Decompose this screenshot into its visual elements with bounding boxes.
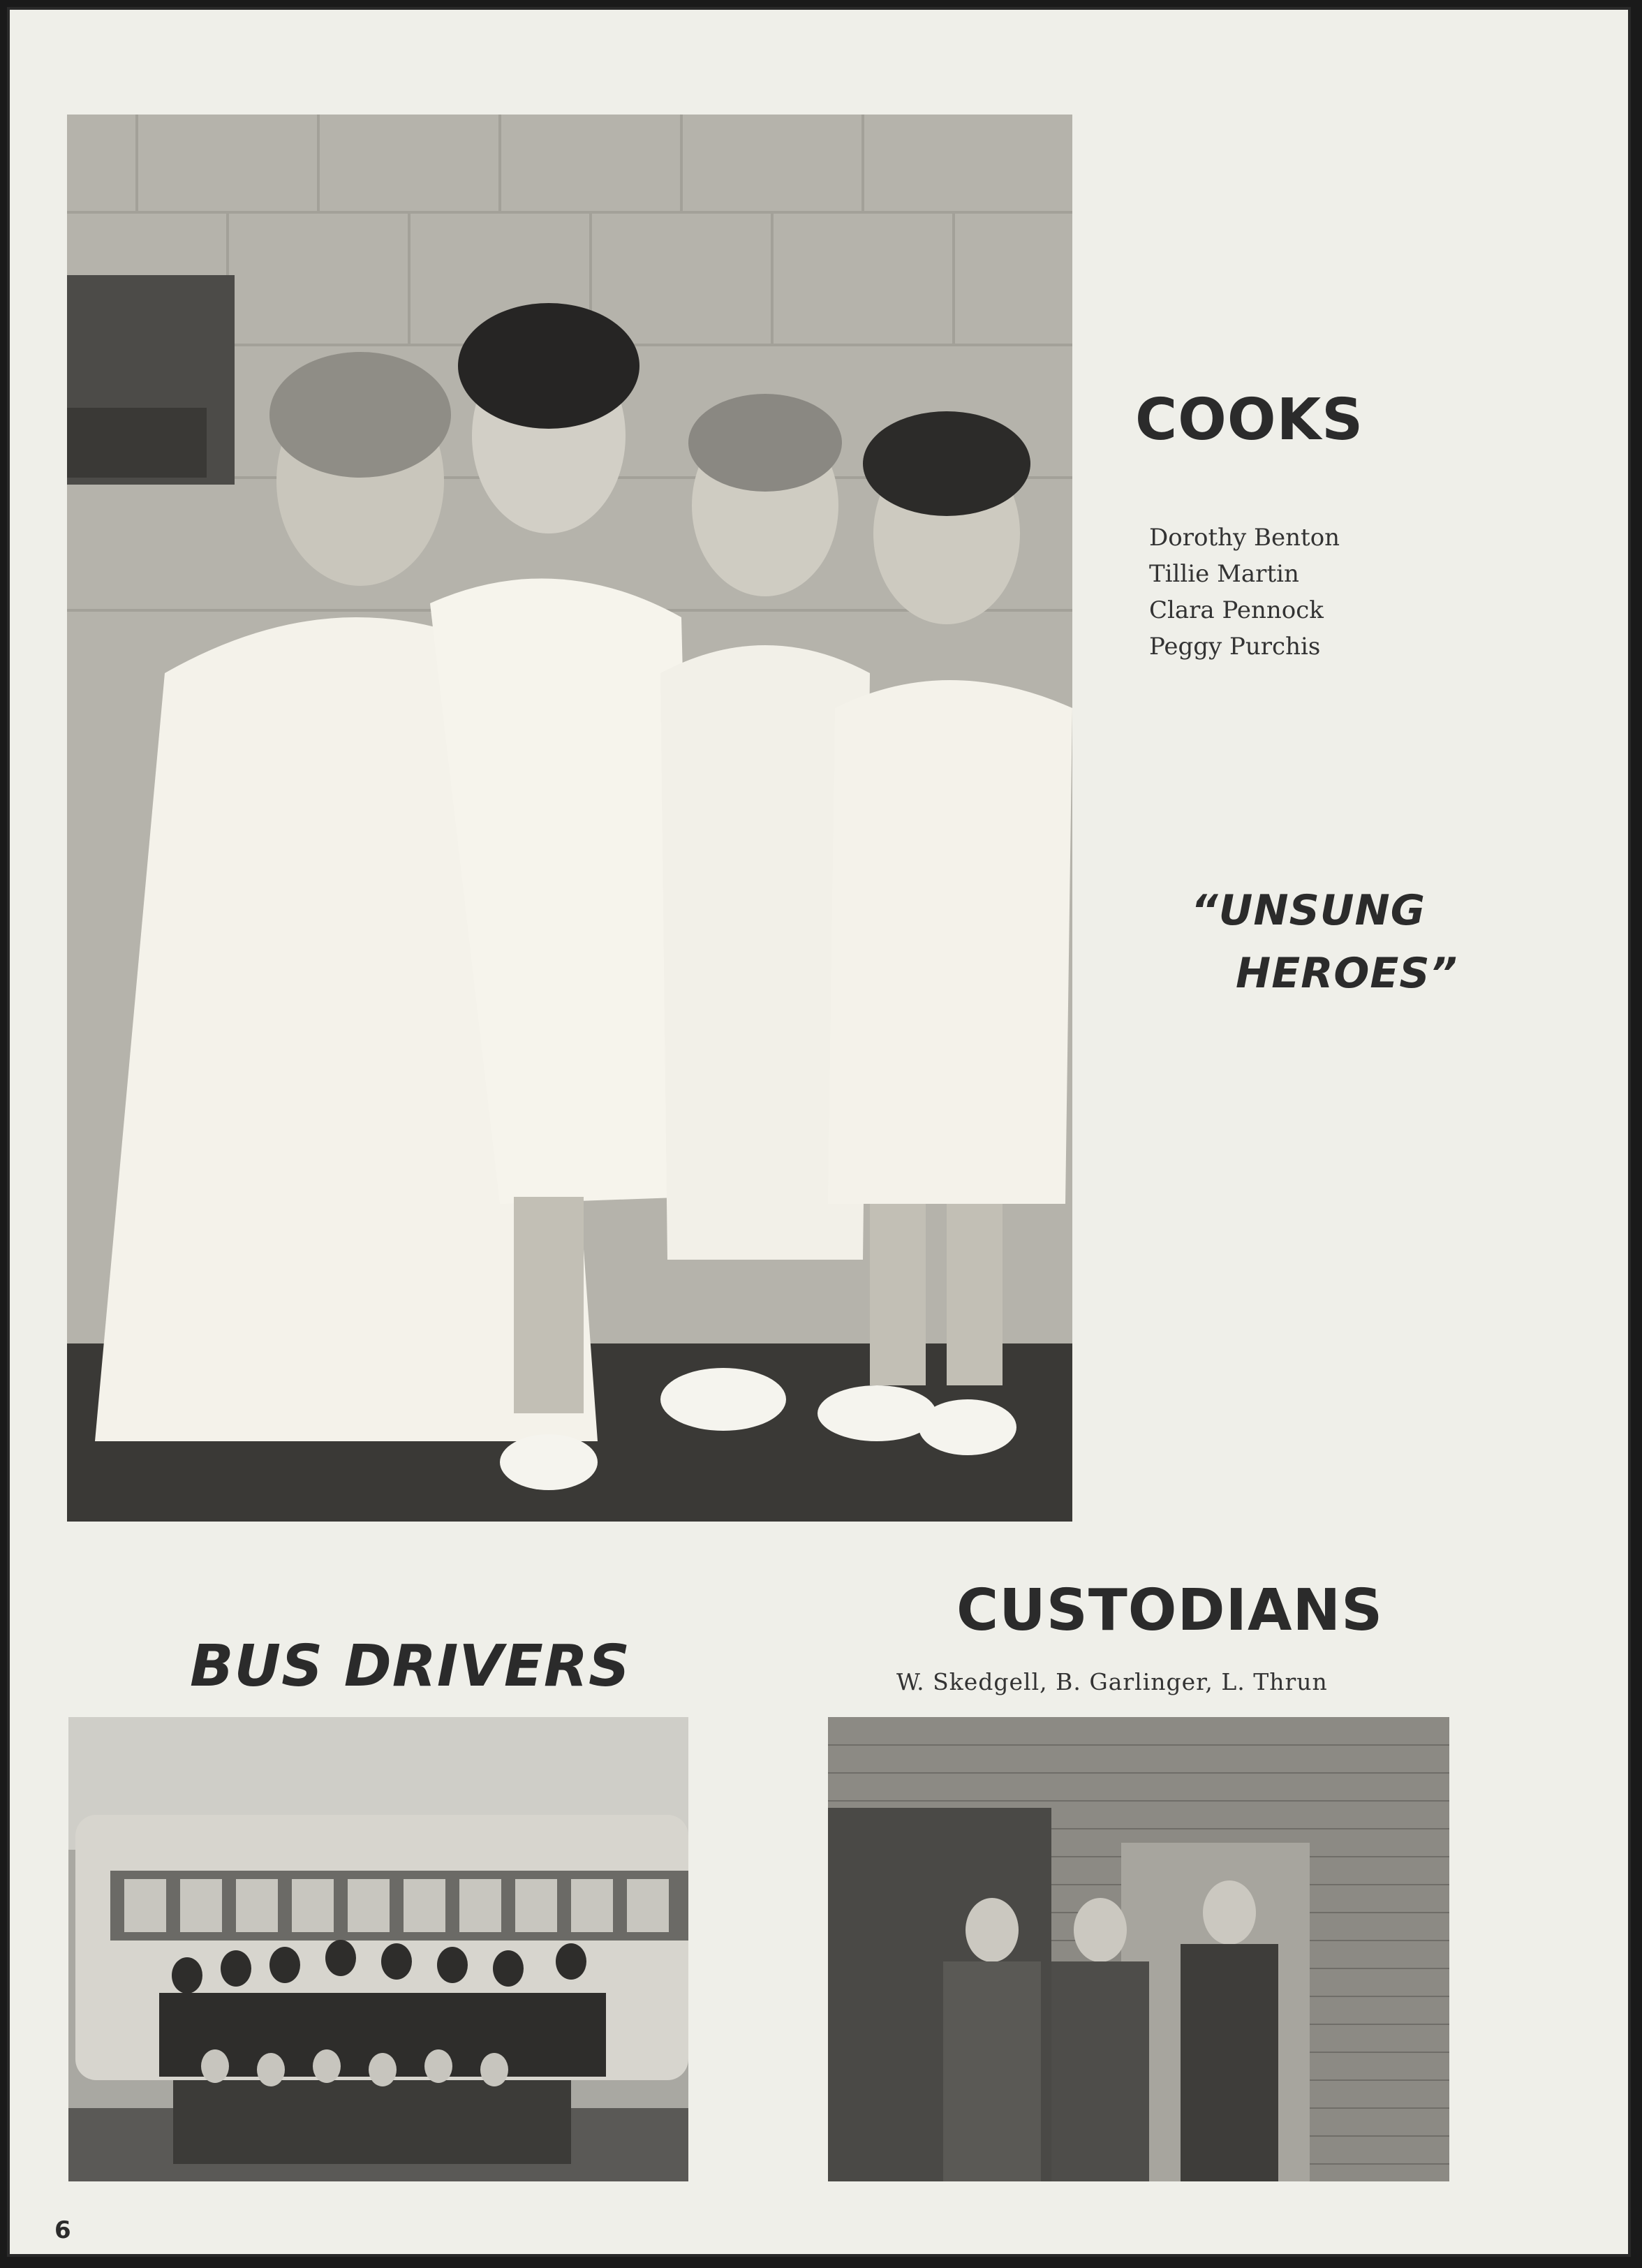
bus-drivers-photo <box>68 1717 688 2181</box>
cooks-heading: COOKS <box>1135 387 1364 453</box>
cooks-names-list <box>1149 520 1340 665</box>
quote-line-1: “UNSUNG <box>1191 886 1426 935</box>
yearbook-page <box>7 7 1631 2257</box>
cooks-photo <box>67 115 1072 1522</box>
cook-name: Peggy Purchis <box>1149 633 1321 661</box>
cook-name: Tillie Martin <box>1149 560 1299 588</box>
bus-drivers-heading: BUS DRIVERS <box>190 1633 631 1700</box>
custodians-heading: CUSTODIANS <box>956 1577 1384 1644</box>
custodians-caption: W. Skedgell, B. Garlinger, L. Thrun <box>896 1668 1328 1695</box>
cook-name: Clara Pennock <box>1149 596 1324 624</box>
page-number: 6 <box>54 2216 71 2244</box>
quote-line-2: HEROES” <box>1236 949 1458 998</box>
cook-name: Dorothy Benton <box>1149 524 1340 552</box>
custodians-photo <box>828 1717 1449 2181</box>
